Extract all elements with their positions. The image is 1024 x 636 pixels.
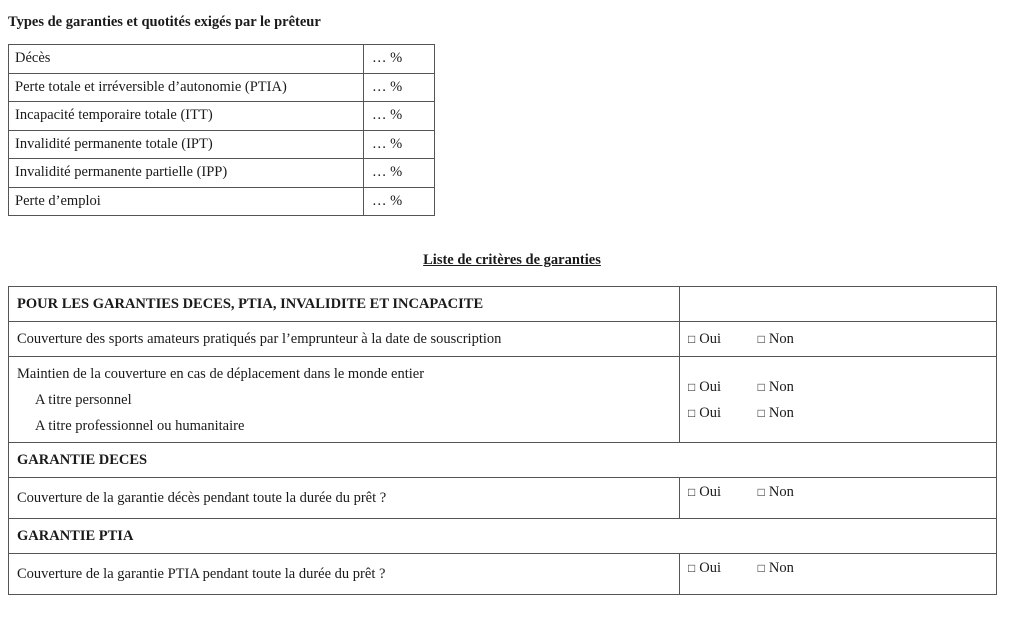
choice-cell <box>680 478 997 519</box>
choice-cell <box>680 554 997 595</box>
row-label: Perte d’emploi <box>9 187 364 216</box>
table-row <box>9 73 435 102</box>
oui-label: Oui <box>699 484 721 500</box>
checkbox-icon: □ <box>688 331 696 346</box>
table-row <box>9 554 997 595</box>
checkbox-icon: □ <box>688 405 696 420</box>
table-row <box>9 443 997 478</box>
oui-label: Oui <box>699 330 721 347</box>
table-row <box>9 159 435 188</box>
section-title-criteres: Liste de critères de garanties <box>423 252 601 268</box>
non-checkbox[interactable] <box>758 560 824 577</box>
row-value[interactable]: … % <box>364 187 435 216</box>
empty-cell <box>680 287 997 322</box>
sub-criterion-label: A titre professionnel ou humanitaire <box>35 417 245 434</box>
oui-checkbox[interactable] <box>688 484 754 501</box>
criteria-table <box>8 286 997 595</box>
non-label: Non <box>768 378 794 395</box>
oui-checkbox[interactable] <box>688 374 754 400</box>
oui-label: Oui <box>699 560 721 576</box>
criterion-label: Couverture des sports amateurs pratiqués par l’emprunteur à la date de souscription <box>9 322 680 357</box>
non-checkbox[interactable] <box>758 400 824 426</box>
oui-checkbox[interactable] <box>688 400 754 426</box>
checkbox-icon: □ <box>757 485 765 499</box>
non-checkbox[interactable] <box>758 484 824 501</box>
oui-checkbox[interactable] <box>688 560 754 577</box>
row-label: Perte totale et irréversible d’autonomie (PTIA) <box>9 73 364 102</box>
section-heading: GARANTIE PTIA <box>9 519 997 554</box>
table-row <box>9 130 435 159</box>
row-label: Invalidité permanente partielle (IPP) <box>9 159 364 188</box>
checkbox-icon: □ <box>688 379 696 394</box>
table-row <box>9 357 997 443</box>
non-label: Non <box>768 404 794 421</box>
table-row <box>9 519 997 554</box>
checkbox-icon: □ <box>757 331 765 346</box>
row-value[interactable]: … % <box>364 73 435 102</box>
checkbox-icon: □ <box>688 485 696 499</box>
checkbox-icon: □ <box>757 405 765 420</box>
table-row <box>9 45 435 74</box>
non-checkbox[interactable] <box>758 331 824 348</box>
choice-line <box>688 374 990 400</box>
table-row <box>9 287 997 322</box>
choice-line <box>688 400 990 426</box>
section-title-quotites: Types de garanties et quotités exigés par le prêteur <box>8 14 321 30</box>
non-checkbox[interactable] <box>758 374 824 400</box>
checkbox-icon: □ <box>688 561 696 575</box>
criterion-label: Couverture de la garantie décès pendant toute la durée du prêt ? <box>9 478 680 519</box>
row-label: Décès <box>9 45 364 74</box>
table-row <box>9 102 435 131</box>
section-heading: GARANTIE DECES <box>9 443 997 478</box>
row-value[interactable]: … % <box>364 130 435 159</box>
row-value[interactable]: … % <box>364 102 435 131</box>
choice-cell <box>680 322 997 357</box>
row-label: Invalidité permanente totale (IPT) <box>9 130 364 159</box>
choice-cell <box>680 357 997 443</box>
oui-label: Oui <box>699 378 721 395</box>
section-heading: POUR LES GARANTIES DECES, PTIA, INVALIDITE ET INCAPACITE <box>9 287 680 322</box>
non-label: Non <box>768 560 794 576</box>
table-row <box>9 322 997 357</box>
oui-label: Oui <box>699 404 721 421</box>
criterion-label: Couverture de la garantie PTIA pendant toute la durée du prêt ? <box>9 554 680 595</box>
row-value[interactable]: … % <box>364 159 435 188</box>
checkbox-icon: □ <box>757 379 765 394</box>
row-value[interactable]: … % <box>364 45 435 74</box>
oui-checkbox[interactable] <box>688 331 754 348</box>
row-label: Incapacité temporaire totale (ITT) <box>9 102 364 131</box>
table-row <box>9 478 997 519</box>
checkbox-icon: □ <box>757 561 765 575</box>
quotites-table <box>8 44 435 216</box>
non-label: Non <box>768 330 794 347</box>
criterion-label: Maintien de la couverture en cas de déplacement dans le monde entier <box>17 365 425 382</box>
criterion-cell <box>9 357 680 443</box>
sub-criterion-label: A titre personnel <box>35 391 132 408</box>
table-row <box>9 187 435 216</box>
non-label: Non <box>768 484 794 500</box>
